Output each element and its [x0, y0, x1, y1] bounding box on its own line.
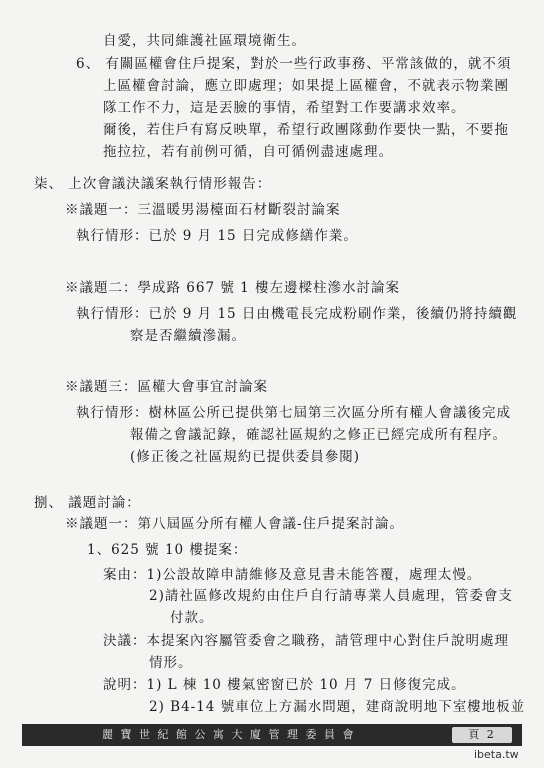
text-line: 察是否繼續滲漏。	[130, 328, 246, 344]
text-line: 執行情形：已於 9 月 15 日完成修繕作業。	[76, 228, 358, 244]
text-line: 執行情形：樹林區公所已提供第七屆第三次區分所有權人會議後完成	[76, 405, 511, 421]
text-line: 決議：本提案內容屬管委會之職務，請管理中心對住戶說明處理	[103, 633, 509, 649]
text-line: 1、625 號 10 樓提案：	[87, 542, 248, 558]
text-line: 上區權會討論，應立即處理；如果提上區權會，不就表示物業團	[103, 78, 509, 94]
text-line: 爾後，若住戶有寫反映單，希望行政團隊動作要快一點，不要拖	[103, 122, 509, 138]
text-line: 2)請社區修改規約由住戶自行請專業人員處理，管委會支	[149, 588, 513, 604]
text-line: 2) B4-14 號車位上方漏水問題，建商說明地下室樓地板並	[149, 699, 526, 715]
page-footer	[22, 724, 522, 746]
section-heading: 柒、 上次會議決議案執行情形報告：	[34, 176, 272, 192]
agenda-item-title: ※議題三：區權大會事宜討論案	[65, 379, 268, 395]
text-line: 報備之會議記錄，確認社區規約之修正已經完成所有程序。	[130, 427, 507, 443]
text-line: 案由：1)公設故障申請維修及意見書未能答覆，處理太慢。	[103, 567, 482, 583]
text-line: 執行情形：已於 9 月 15 日由機電長完成粉刷作業，後續仍將持續觀	[76, 306, 518, 322]
agenda-item-title: ※議題一：第八屆區分所有權人會議-住戶提案討論。	[65, 516, 405, 532]
footer-org-name: 麗 寶 世 紀 館 公 寓 大 廈 管 理 委 員 會	[102, 728, 356, 741]
watermark: ibeta.tw	[474, 748, 519, 761]
text-line: 隊工作不力，這是丟臉的事情，希望對工作要講求效率。	[103, 100, 466, 116]
section-heading: 捌、 議題討論：	[34, 495, 141, 511]
text-line: 拖拉拉，若有前例可循，自可循例盡速處理。	[103, 144, 393, 160]
text-line: (修正後之社區規約已提供委員參閱)	[130, 449, 361, 465]
text-line: 情形。	[149, 655, 193, 671]
agenda-item-title: ※議題二：學成路 667 號 1 樓左邊樑柱滲水討論案	[65, 280, 401, 296]
text-line: 6、 有關區權會住戶提案，對於一些行政事務、平常該做的，就不須	[76, 56, 512, 72]
page-number: 頁 2	[452, 727, 512, 743]
agenda-item-title: ※議題一：三溫暖男湯檯面石材斷裂討論案	[65, 202, 341, 218]
text-line: 付款。	[170, 610, 214, 626]
text-line: 自愛，共同維護社區環境衛生。	[103, 33, 306, 49]
text-line: 說明：1) L 棟 10 樓氣密窗已於 10 月 7 日修復完成。	[103, 677, 466, 693]
